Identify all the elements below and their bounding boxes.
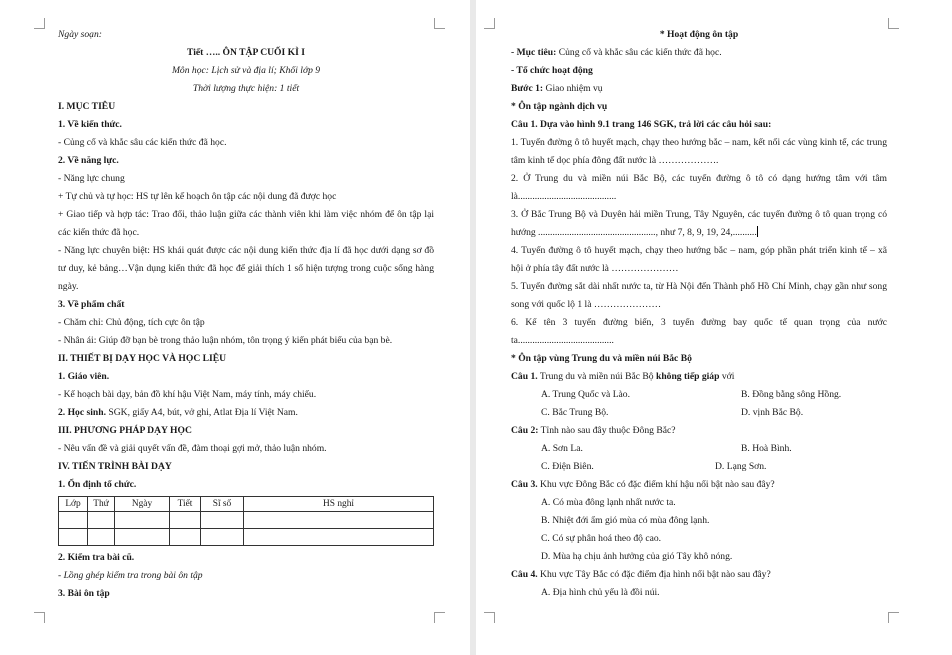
table-header-cell: Sĩ số: [201, 497, 244, 512]
paragraph: - Lồng ghép kiểm tra trong bài ôn tập: [58, 570, 203, 581]
question-stem: [511, 368, 887, 386]
table-cell[interactable]: [170, 529, 201, 546]
inline-text: SGK, giấy A4, bút, vở ghi, Atlat Địa lí Việt Nam.: [105, 407, 298, 418]
margin-mark: [434, 18, 445, 29]
answer-row: [511, 386, 887, 404]
question-heading: Câu 1. Dựa vào hình 9.1 trang 146 SGK, trả lời các câu hỏi sau:: [511, 119, 772, 130]
answer-option: D. Mùa hạ chịu ảnh hưởng của gió Tây khô nóng.: [541, 551, 733, 562]
emphasis-text: không tiếp giáp: [655, 371, 720, 382]
answer-option: C. Điện Biên.: [541, 461, 594, 472]
table-header-cell: Ngày: [115, 497, 170, 512]
question-item: 5. Tuyến đường sắt dài nhất nước ta, từ Hà Nội đến Thành phố Hồ Chí Minh, chạy gần như song song với quốc lộ 1 là …………………: [511, 281, 887, 310]
answer-option: A. Có mùa đông lạnh nhất nước ta.: [541, 497, 676, 508]
paragraph: - Chăm chỉ: Chủ động, tích cực ôn tập: [58, 317, 205, 328]
table-cell[interactable]: [59, 529, 88, 546]
question-item: 1. Tuyến đường ô tô huyết mạch, chạy theo hướng bắc – nam, kết nối các vùng kinh tế, các trung tâm kinh tế dọc phía đông đất nước là ……………….: [511, 137, 887, 166]
inline-text: Khu vực Tây Bắc có đặc điểm địa hình nổi bật nào sau đây?: [537, 569, 771, 580]
inline-text: với: [719, 371, 735, 382]
topic-heading: * Ôn tập ngành dịch vụ: [511, 101, 608, 112]
margin-mark: [484, 18, 495, 29]
table-cell[interactable]: [115, 512, 170, 529]
question-stem: [511, 566, 887, 584]
table-cell[interactable]: [201, 512, 244, 529]
subsection-heading: 3. Bài ôn tập: [58, 588, 110, 599]
inline-text: Trung du và miền núi Bắc Bộ: [537, 371, 656, 382]
inline-label: 2. Học sinh.: [58, 407, 106, 418]
answer-option: C. Có sự phân hoá theo độ cao.: [541, 533, 662, 544]
question-stem: [511, 422, 887, 440]
subject-line: Môn học: Lịch sử và địa lí; Khối lớp 9: [171, 65, 321, 76]
answer-option: A. Địa hình chủ yếu là đồi núi.: [541, 587, 660, 598]
table-cell[interactable]: [88, 512, 115, 529]
table-cell[interactable]: [59, 512, 88, 529]
duration-line: Thời lượng thực hiện: 1 tiết: [192, 83, 300, 94]
inline-label: - Mục tiêu:: [511, 47, 557, 58]
table-cell[interactable]: [201, 529, 244, 546]
subsection-heading: 2. Về năng lực.: [58, 155, 119, 166]
question-label: Câu 2:: [511, 425, 539, 436]
paragraph: + Tự chủ và tự học: HS tự lên kế hoạch ôn tập các nội dung đã được học: [58, 191, 337, 202]
table-row: [59, 512, 434, 529]
table-header-cell: Lớp: [59, 497, 88, 512]
inline-text: 3. Ở Bắc Trung Bộ và Duyên hải miền Trung, Tây Nguyên, các tuyến đường ô tô quan trọng có hướng ................................................., như 7, 8, 9, 19, 24,..........: [511, 209, 887, 238]
lesson-title: Tiết ….. ÔN TẬP CUỐI KÌ I: [187, 47, 305, 58]
answer-row: [511, 458, 887, 476]
paragraph: [511, 44, 887, 62]
paragraph: - Tổ chức hoạt động: [511, 65, 593, 76]
subsection-heading: 1. Về kiến thức.: [58, 119, 122, 130]
question-item: 2. Ở Trung du và miền núi Bắc Bộ, các tuyến đường ô tô có dạng hướng tâm với tâm là.........................................: [511, 173, 887, 202]
document-page-right: [476, 0, 952, 655]
answer-option: B. Hoà Bình.: [741, 443, 792, 454]
paragraph: - Củng cố và khắc sâu các kiến thức đã học.: [58, 137, 227, 148]
answer-option: D. Lạng Sơn.: [715, 461, 767, 472]
inline-text: Tỉnh nào sau đây thuộc Đông Bắc?: [538, 425, 676, 436]
inline-text: Củng cố và khắc sâu các kiến thức đã học.: [556, 47, 722, 58]
table-header-row: [59, 497, 434, 512]
answer-option: B. Nhiệt đới ẩm gió mùa có mùa đông lạnh.: [541, 515, 710, 526]
margin-mark: [34, 612, 45, 623]
subsection-heading: 2. Kiểm tra bài cũ.: [58, 552, 135, 563]
answer-option: B. Đồng bằng sông Hồng.: [741, 389, 842, 400]
paragraph: - Năng lực chuyên biệt: HS khái quát được các nội dung kiến thức địa lí đã học dưới dạng sơ đồ tư duy, kẻ bảng…Vận dụng kiến thức đã học để giải thích 1 số hiện tượng trong cuộc sống hàng ngày.: [58, 245, 434, 292]
page-body[interactable]: [58, 26, 434, 603]
subsection-heading: 1. Giáo viên.: [58, 371, 110, 382]
answer-option: C. Bắc Trung Bộ.: [541, 407, 609, 418]
answer-option: D. vịnh Bắc Bộ.: [741, 407, 804, 418]
paragraph: - Năng lực chung: [58, 173, 125, 184]
question-item: [511, 206, 887, 242]
section-heading: I. MỤC TIÊU: [58, 101, 116, 112]
paragraph: - Kế hoạch bài dạy, bản đồ khí hậu Việt Nam, máy tính, máy chiếu.: [58, 389, 317, 400]
question-item: 4. Tuyến đường ô tô huyết mạch, chạy theo hướng bắc – nam, góp phần phát triển kinh tế – xã hội ở phía tây đất nước là …………………: [511, 245, 887, 274]
question-item: 6. Kể tên 3 tuyến đường biển, 3 tuyến đường bay quốc tế quan trọng của nước ta........................................: [511, 317, 887, 346]
page-body[interactable]: [511, 26, 887, 602]
section-heading: IV. TIẾN TRÌNH BÀI DẠY: [58, 461, 172, 472]
answer-option: A. Sơn La.: [541, 443, 583, 454]
paragraph: [511, 80, 887, 98]
answer-row: [511, 440, 887, 458]
table-cell[interactable]: [244, 512, 434, 529]
table-cell[interactable]: [170, 512, 201, 529]
activity-title: * Hoạt động ôn tập: [659, 29, 739, 40]
question-label: Câu 1.: [511, 371, 538, 382]
paragraph: [58, 404, 434, 422]
paragraph: + Giao tiếp và hợp tác: Trao đổi, thảo luận giữa các thành viên khi làm việc nhóm để ôn tập lại các kiến thức đã học.: [58, 209, 434, 238]
answer-option: A. Trung Quốc và Lào.: [541, 389, 631, 400]
section-heading: III. PHƯƠNG PHÁP DẠY HỌC: [58, 425, 192, 436]
answer-row: [511, 404, 887, 422]
table-cell[interactable]: [88, 529, 115, 546]
text-cursor: [757, 226, 758, 237]
table-header-cell: Tiết: [170, 497, 201, 512]
table-header-cell: Thứ: [88, 497, 115, 512]
margin-mark: [434, 612, 445, 623]
attendance-table[interactable]: [58, 496, 434, 546]
topic-heading: * Ôn tập vùng Trung du và miền núi Bắc Bộ: [511, 353, 692, 364]
inline-text: Giao nhiệm vụ: [543, 83, 603, 94]
margin-mark: [888, 612, 899, 623]
question-label: Câu 4.: [511, 569, 538, 580]
margin-mark: [484, 612, 495, 623]
subsection-heading: 3. Về phẩm chất: [58, 299, 125, 310]
prep-date: Ngày soạn:: [58, 29, 102, 40]
inline-text: Khu vực Đông Bắc có đặc điểm khí hậu nổi bật nào sau đây?: [537, 479, 775, 490]
paragraph: - Nêu vấn đề và giải quyết vấn đề, đàm thoại gợi mở, thảo luận nhóm.: [58, 443, 327, 454]
table-cell[interactable]: [115, 529, 170, 546]
table-header-cell: HS nghỉ: [244, 497, 434, 512]
table-row: [59, 529, 434, 546]
table-cell[interactable]: [244, 529, 434, 546]
subsection-heading: 1. Ổn định tổ chức.: [58, 479, 137, 490]
document-page-left: [0, 0, 470, 655]
question-stem: [511, 476, 887, 494]
margin-mark: [888, 18, 899, 29]
paragraph: - Nhân ái: Giúp đỡ bạn bè trong thảo luận nhóm, tôn trọng ý kiến phát biểu của bạn bè.: [58, 335, 393, 346]
question-label: Câu 3.: [511, 479, 538, 490]
section-heading: II. THIẾT BỊ DẠY HỌC VÀ HỌC LIỆU: [58, 353, 227, 364]
margin-mark: [34, 18, 45, 29]
inline-label: Bước 1:: [511, 83, 544, 94]
